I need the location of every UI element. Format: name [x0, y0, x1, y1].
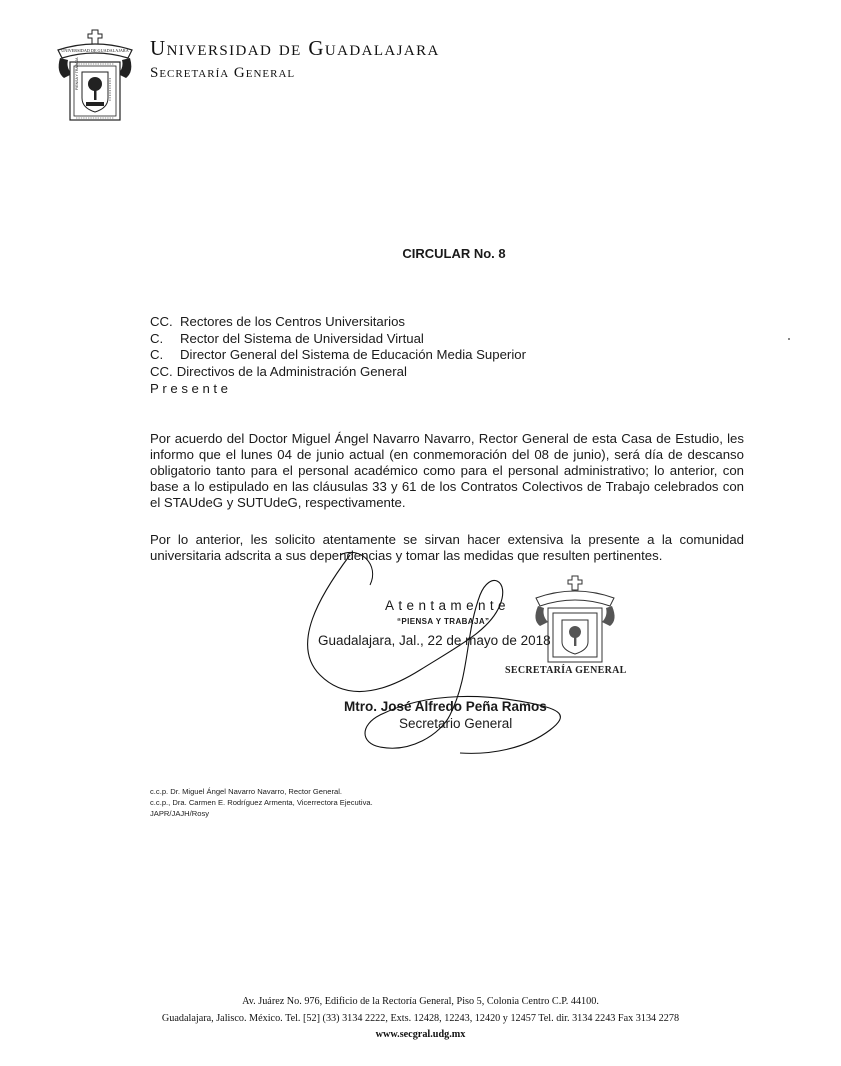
addressee-prefix: CC. — [150, 364, 173, 379]
signer-title: Secretario General — [399, 716, 513, 731]
university-name: Universidad de Guadalajara — [150, 36, 440, 60]
document-title: CIRCULAR No. 8 — [402, 246, 506, 261]
footer-address: Av. Juárez No. 976, Edificio de la Rectoría General, Piso 5, Colonia Centro C.P. 44100. — [242, 996, 599, 1007]
place-date: Guadalajara, Jal., 22 de mayo de 2018 — [318, 633, 551, 648]
addressee-prefix: C. — [150, 347, 164, 362]
body-paragraph: Por acuerdo del Doctor Miguel Ángel Navarro Navarro, Rector General de esta Casa de Estudio, les informo que el lunes 04 de junio actual (en conmemoración del 08 de junio), será día de descanso obligatorio tanto para el personal académico como para el personal administrativo; lo anterior, con base a lo estipulado en las cláusulas 33 y 61 de los Contratos Colectivos de Trabajo celebrados con el STAUdeG y SUTUdeG, respectivamente. — [150, 431, 744, 510]
addressee-line — [150, 331, 424, 347]
closing-salutation: Atentamente — [385, 598, 510, 613]
footer-website: www.secgral.udg.mx — [375, 1029, 466, 1040]
logo-motto-left: PIENSA Y TRABAJA — [75, 57, 79, 90]
body-paragraph: Por lo anterior, les solicito atentamente se sirvan hacer extensiva la presente a la comunidad universitaria adscrita a sus dependencias y tomar las medidas que resulten pertinentes. — [150, 532, 744, 563]
footer-contact: Guadalajara, Jalisco. México. Tel. [52] (33) 3134 2222, Exts. 12428, 12243, 12420 y 12457 Tel. dir. 3134 2243 Fax 3134 2278 — [161, 1013, 680, 1024]
addressee-line — [150, 314, 405, 330]
department-name: Secretaría General — [150, 65, 296, 81]
logo-banner-text: UNIVERSIDAD DE GUADALAJARA — [61, 48, 129, 53]
addressee-line — [150, 347, 526, 363]
addressee-line — [150, 364, 407, 380]
addressee-prefix: CC. — [150, 314, 173, 329]
addressee-text: Rector del Sistema de Universidad Virtual — [180, 331, 424, 346]
ccp-line: c.c.p. Dr. Miguel Ángel Navarro Navarro, Rector General. — [150, 787, 343, 796]
ccp-line: JAPR/JAJH/Rosy — [150, 809, 210, 818]
ccp-line: c.c.p., Dra. Carmen E. Rodríguez Armenta, Vicerrectora Ejecutiva. — [150, 798, 373, 807]
university-logo — [54, 28, 136, 124]
addressee-text: Rectores de los Centros Universitarios — [180, 314, 406, 329]
motto: “PIENSA Y TRABAJA” — [397, 617, 490, 626]
addressee-text: Director General del Sistema de Educación Media Superior — [180, 347, 526, 362]
greeting: Presente — [150, 381, 232, 396]
signer-name: Mtro. José Alfredo Peña Ramos — [344, 699, 547, 714]
addressee-text: Directivos de la Administración General — [176, 364, 407, 379]
official-seal — [528, 574, 622, 670]
seal-label: SECRETARÍA GENERAL — [505, 665, 627, 676]
addressee-prefix: C. — [150, 331, 164, 346]
margin-mark — [788, 338, 790, 340]
